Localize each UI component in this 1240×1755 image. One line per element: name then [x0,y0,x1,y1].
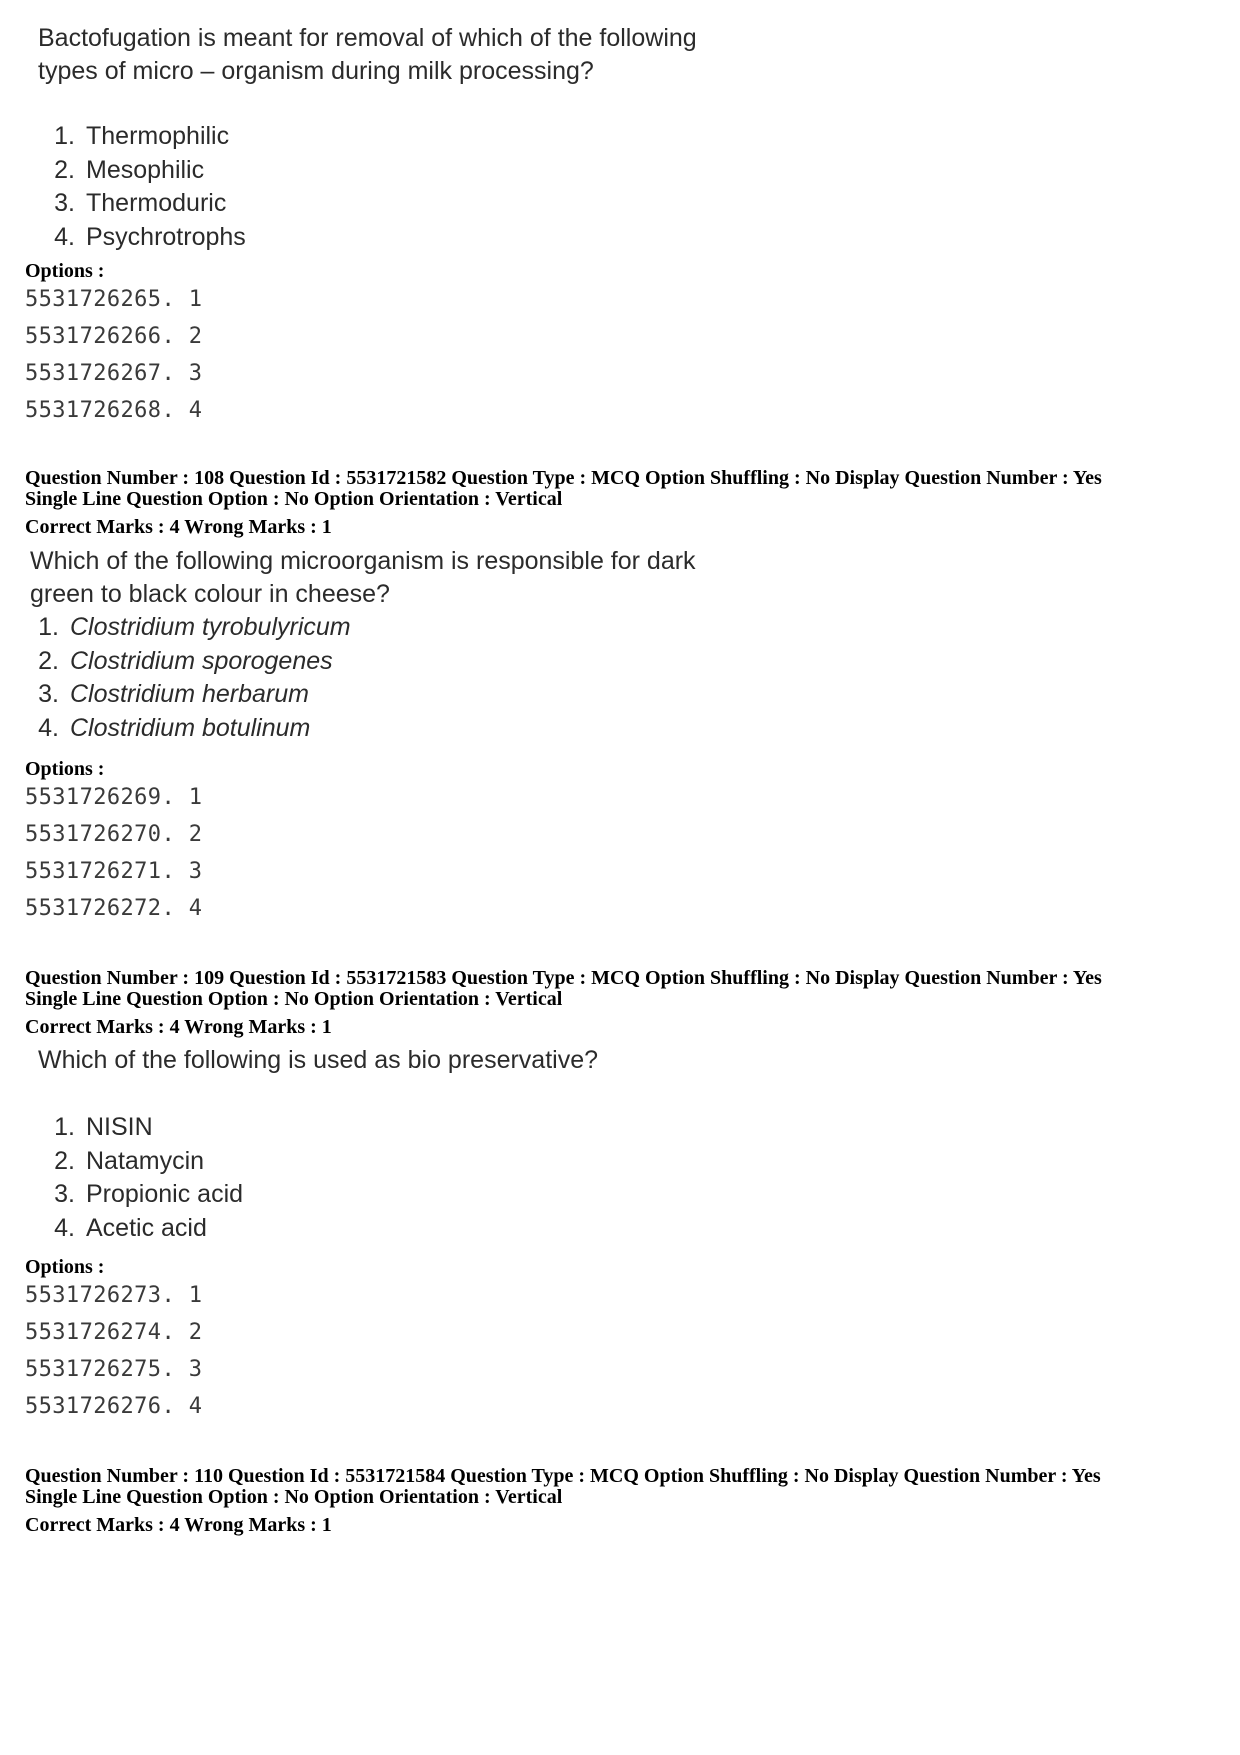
meta-line: Single Line Question Option : No Option Orientation : Vertical [25,1486,563,1508]
options-list [25,785,202,933]
options-label: Options : [25,260,105,282]
meta-line: Single Line Question Option : No Option Orientation : Vertical [25,988,563,1010]
choice-list [38,120,697,254]
choice-item: 2. Clostridium sporogenes [38,646,333,675]
choice-item: 2. Mesophilic [54,155,205,184]
question-107-image [38,22,697,254]
meta-line: Question Number : 110 Question Id : 5531721584 Question Type : MCQ Option Shuffling : No Display Question Number : Yes [25,1465,1101,1487]
question-110-meta [25,1466,1101,1536]
option-item: 5531726269. 1 [25,785,203,810]
choice-item: 4. Psychrotrophs [54,222,246,251]
choice-item: 4. Clostridium botulinum [38,713,311,742]
choice-item: 3. Thermoduric [54,189,227,217]
meta-line: Correct Marks : 4 Wrong Marks : 1 [25,1016,332,1038]
options-list [25,287,202,435]
option-item: 5531726272. 4 [25,896,203,921]
question-text-line: types of micro – organism during milk processing? [38,57,594,85]
choice-list [22,611,696,745]
choice-item: 3. Clostridium herbarum [38,680,309,708]
question-108-meta [25,468,1102,538]
meta-line: Question Number : 108 Question Id : 5531721582 Question Type : MCQ Option Shuffling : No Display Question Number : Yes [25,467,1102,489]
options-list [25,1283,202,1431]
choice-item: 1. NISIN [54,1113,153,1141]
meta-line: Correct Marks : 4 Wrong Marks : 1 [25,516,332,538]
option-item: 5531726270. 2 [25,822,203,847]
meta-line: Question Number : 109 Question Id : 5531721583 Question Type : MCQ Option Shuffling : No Display Question Number : Yes [25,967,1102,989]
choice-item: 4. Acetic acid [54,1213,207,1242]
question-text-line: Which of the following is used as bio preservative? [38,1046,599,1074]
option-item: 5531726268. 4 [25,398,203,423]
choice-item: 3. Propionic acid [54,1180,244,1208]
option-item: 5531726267. 3 [25,361,203,386]
option-item: 5531726275. 3 [25,1357,203,1382]
option-item: 5531726276. 4 [25,1394,203,1419]
question-text-line: Bactofugation is meant for removal of which of the following [38,24,697,52]
meta-line: Single Line Question Option : No Option Orientation : Vertical [25,488,563,510]
question-text-line: green to black colour in cheese? [30,580,390,608]
question-109-image [38,1044,598,1245]
options-label: Options : [25,1256,105,1278]
option-item: 5531726274. 2 [25,1320,203,1345]
choice-item: 2. Natamycin [54,1146,205,1175]
option-item: 5531726273. 1 [25,1283,203,1308]
choice-list [38,1111,598,1245]
meta-line: Correct Marks : 4 Wrong Marks : 1 [25,1514,332,1536]
option-item: 5531726266. 2 [25,324,203,349]
choice-item: 1. Clostridium tyrobulyricum [38,613,351,641]
options-label: Options : [25,758,105,780]
option-item: 5531726271. 3 [25,859,203,884]
question-108-image [30,545,696,745]
question-109-meta [25,968,1102,1038]
question-text-line: Which of the following microorganism is responsible for dark [30,547,696,575]
option-item: 5531726265. 1 [25,287,203,312]
choice-item: 1. Thermophilic [54,122,230,150]
